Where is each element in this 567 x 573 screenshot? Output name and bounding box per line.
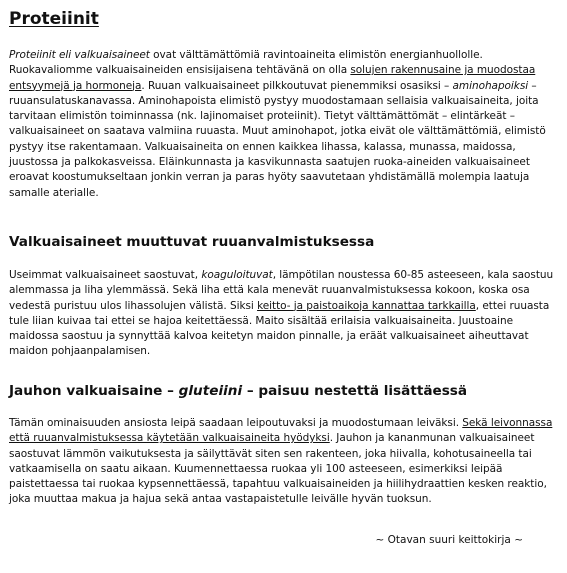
heading-italic-term: gluteiini bbox=[178, 383, 243, 399]
text-run: . Ruuan valkuaisaineet pilkkoutuvat pienemmiksi osasiksi – bbox=[141, 79, 453, 92]
underlined-phrase: keitto- ja paistoaikoja kannattaa tarkkailla bbox=[257, 299, 476, 312]
text-run: , ettei ruuasta tule liian kuivaa tai ettei se hajoa keitettäessä. Maito sisältää erilaisia valkuaisaineita. Juustoaine maidossa saostuu ja synnyttää kalvoa keitetyn maidon pinnalle, ja eräät valkuaisaineet aiheuttavat maidon pohjaanpalamisen. bbox=[9, 299, 550, 358]
underlined-phrase: Sekä leivonnassa että ruuanvalmistuksessa käytetään valkuaisaineita hyödyksi bbox=[9, 417, 553, 445]
italic-term: aminohapoiksi bbox=[452, 79, 529, 92]
text-run: , lämpötilan noustessa 60-85 asteeseen, kala saostuu alemmassa ja liha ylemmässä. Sekä liha että kala menevät ruuanvalmistuksessa kokoon, koska osa vedestä puristuu ulos lihassolujen välistä. Siksi bbox=[9, 269, 554, 312]
intro-paragraph bbox=[9, 48, 561, 201]
source-signature: ~ Otavan suuri keittokirja ~ bbox=[375, 534, 523, 546]
intro-italic-lead: Proteiinit eli valkuaisaineet bbox=[9, 49, 150, 61]
text-run: Tämän ominaisuuden ansiosta leipä saadaan leipoutuvaksi ja muodostumaan leiväksi. bbox=[9, 417, 463, 429]
cooking-paragraph bbox=[9, 268, 561, 360]
heading-run: – paisuu nestettä lisättäessä bbox=[242, 383, 468, 399]
underlined-phrase: solujen rakennusaine ja muodostaa entsyymejä ja hormoneja bbox=[9, 64, 536, 92]
text-run: – ruuansulatuskanavassa. Aminohapoista elimistö pystyy muodostamaan sellaisia valkuaisaineita, joita tarvitaan elimistön toiminnassa (nk. lajinomaiset proteiinit). Tietyt välttämättömät – elintärkeät – valkuaisaineet on saatava valmiina ruuasta. Muut aminohapot, jotka eivät ole välttämättömiä, elimistö pystyy itse rakentamaan. Valkuaisaineita on ennen kaikkea lihassa, kalassa, munassa, maidossa, juustossa ja palkokasveissa. Eläinkunnasta ja kasvikunnasta saatujen ruoka-aineiden valkuaisaineet eroavat koostumukseltaan jonkin verran ja paras hyöty saavutetaan yhdistämällä molempia laatuja samalle aterialle. bbox=[9, 79, 546, 199]
gluten-paragraph bbox=[9, 416, 561, 508]
section-heading-cooking: Valkuaisaineet muuttuvat ruuanvalmistuksessa bbox=[9, 234, 375, 250]
text-run: ovat välttämättömiä ravintoaineita elimistön energianhuollolle. Ruokavaliomme valkuaisaineiden ensisijaisena tehtävänä on olla bbox=[9, 49, 483, 77]
text-run: Useimmat valkuaisaineet saostuvat, bbox=[9, 269, 202, 281]
page-title: Proteiinit bbox=[9, 9, 99, 29]
section-heading-gluten bbox=[9, 382, 467, 401]
italic-term: koaguloituvat bbox=[201, 269, 273, 281]
heading-run: Jauhon valkuaisaine – bbox=[9, 383, 179, 399]
text-run: . Jauhon ja kananmunan valkuaisaineet saostuvat lämmön vaikutuksesta ja säilyttävät siten sen rakenteen, joka hiivalla, kohotusaineella tai vatkaamisella on saatu aikaan. Kuumennettaessa ruokaa yli 100 asteeseen, esimerkiksi leipää paistettaessa tai ruokaa kypsennettäessä, tapahtuu valkuaisaineiden ja hiilihydraattien kesken reaktio, joka muuttaa makua ja hajua sekä antaa vastapaistetulle leivälle hyvän tuoksun. bbox=[9, 432, 547, 506]
document-page bbox=[9, 6, 561, 546]
